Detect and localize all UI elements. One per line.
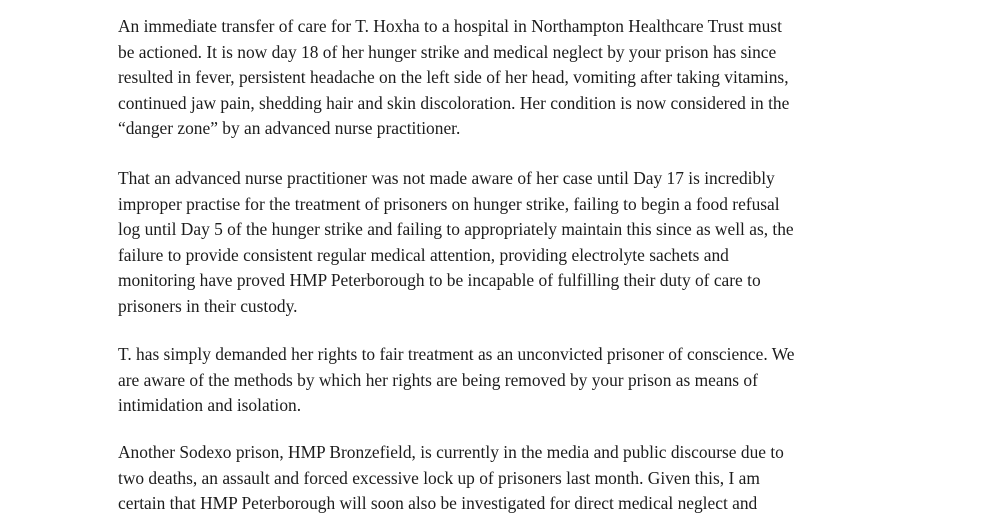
text-line: An immediate transfer of care for T. Hoxha to a hospital in Northampton Healthcare Trust must: [118, 16, 782, 36]
paragraph-nurse-practitioner: [118, 166, 898, 320]
text-line: improper practise for the treatment of prisoners on hunger strike, failing to begin a food refusal: [118, 193, 780, 214]
paragraph-sodexo-prison: [118, 440, 898, 517]
text-line: T. has simply demanded her rights to fair treatment as an unconvicted prisoner of conscience. We: [118, 344, 795, 364]
text-line: failure to provide consistent regular medical attention, providing electrolyte sachets and: [118, 244, 729, 265]
text-line: “danger zone” by an advanced nurse practitioner.: [118, 118, 461, 139]
text-line: be actioned. It is now day 18 of her hunger strike and medical neglect by your prison has since: [118, 41, 777, 62]
text-line: log until Day 5 of the hunger strike and failing to appropriately maintain this since as well as, the: [118, 219, 794, 240]
paragraph-rights: [118, 342, 898, 419]
text-line: That an advanced nurse practitioner was not made aware of her case until Day 17 is incredibly: [118, 168, 775, 188]
text-line: resulted in fever, persistent headache on the left side of her head, vomiting after taking vitamins,: [118, 67, 789, 88]
text-line: Another Sodexo prison, HMP Bronzefield, is currently in the media and public discourse due to: [118, 442, 784, 462]
text-line: continued jaw pain, shedding hair and skin discoloration. Her condition is now considered in the: [118, 92, 790, 113]
text-line: prisoners in their custody.: [118, 295, 298, 316]
text-line: certain that HMP Peterborough will soon also be investigated for direct medical neglect and: [118, 493, 758, 514]
text-line: monitoring have proved HMP Peterborough to be incapable of fulfilling their duty of care to: [118, 270, 761, 291]
text-line: intimidation and isolation.: [118, 395, 302, 416]
text-line: two deaths, an assault and forced excessive lock up of prisoners last month. Given this, I am: [118, 467, 760, 488]
paragraph-transfer-of-care: [118, 14, 898, 142]
text-line: are aware of the methods by which her rights are being removed by your prison as means of: [118, 369, 758, 390]
